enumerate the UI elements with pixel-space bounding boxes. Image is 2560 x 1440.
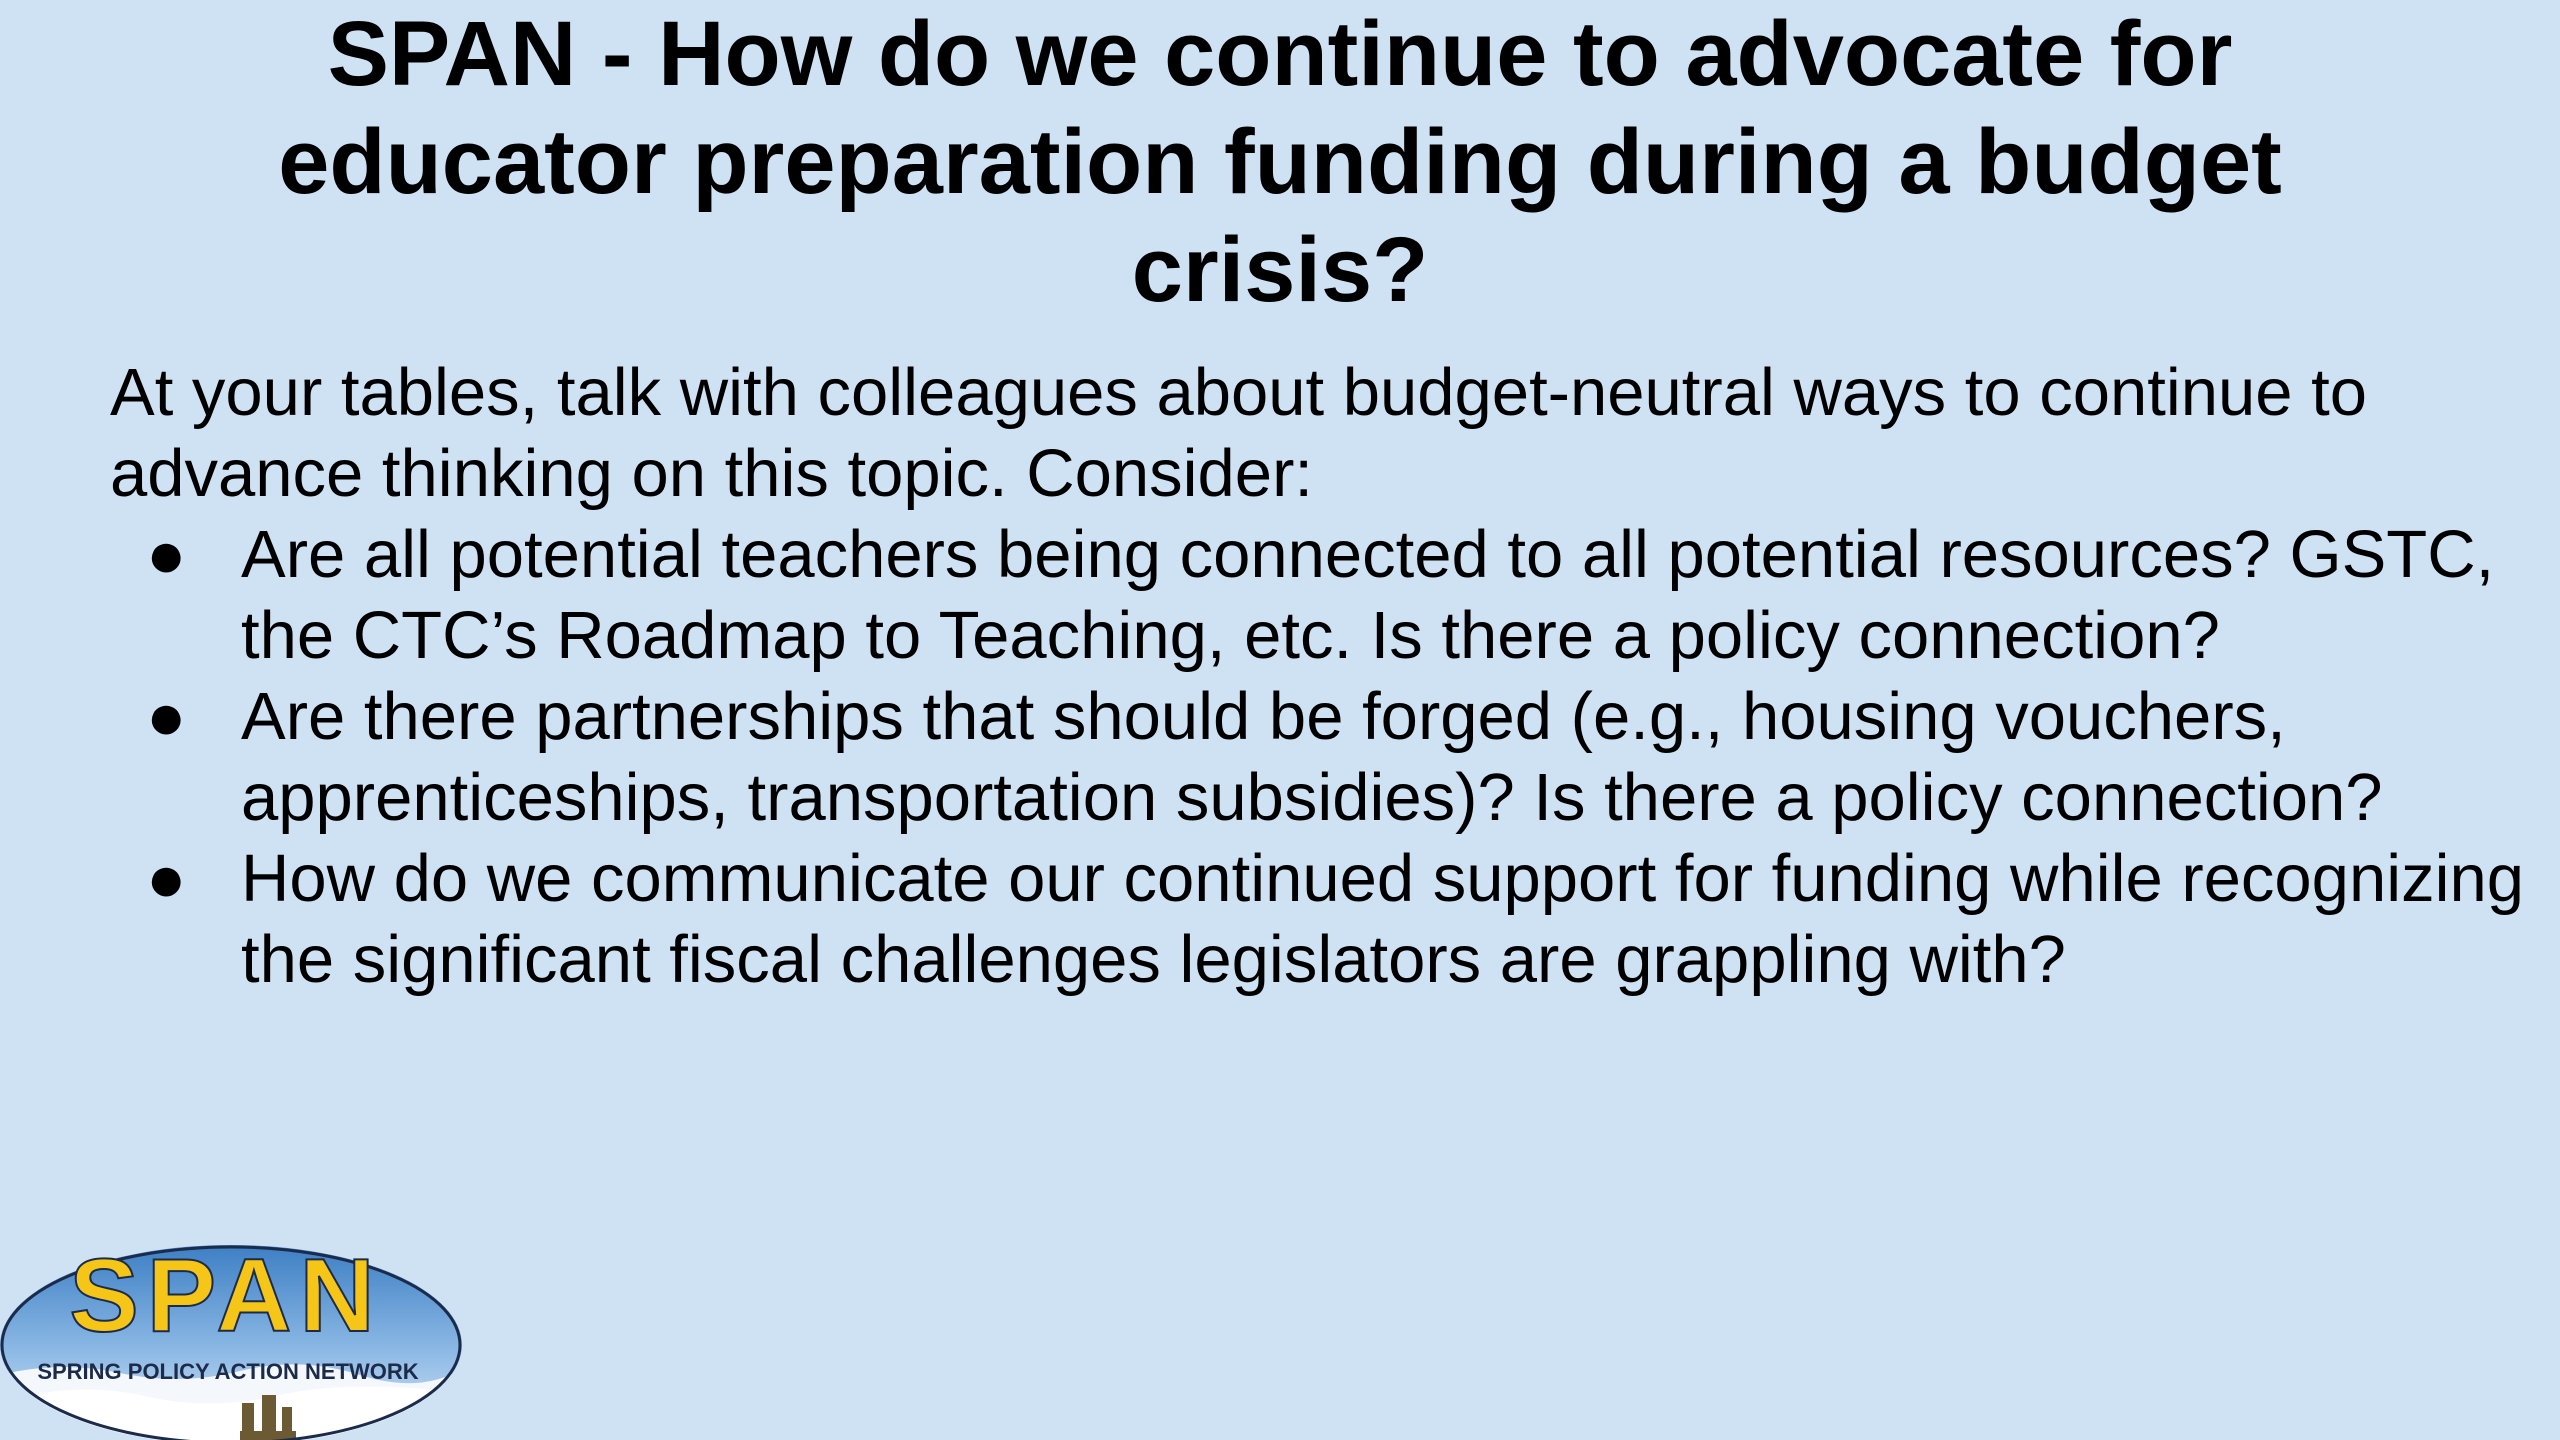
- intro-text: At your tables, talk with colleagues about budget-neutral ways to continue to advance thinking on this topic. Consider:: [110, 355, 2368, 511]
- bullet-item: [110, 514, 2541, 676]
- logo-tagline: SPRING POLICY ACTION NETWORK: [37, 1359, 419, 1384]
- bullet-text: Are there partnerships that should be forged (e.g., housing vouchers, apprenticeships, transportation subsidies)? Is there a policy connection?: [241, 679, 2383, 835]
- bullet-text: Are all potential teachers being connected to all potential resources? GSTC, the CTC’s Roadmap to Teaching, etc. Is there a policy connection?: [241, 517, 2495, 673]
- bullet-item: [110, 676, 2541, 838]
- slide-title: SPAN - How do we continue to advocate for educator preparation funding during a budget crisis?: [278, 3, 2282, 321]
- span-logo: [0, 1245, 462, 1440]
- logo-wordmark: SPAN: [69, 1245, 383, 1354]
- bullet-list: [110, 514, 2525, 1000]
- bullet-text: How do we communicate our continued support for funding while recognizing the significant fiscal challenges legislators are grappling with?: [241, 841, 2525, 997]
- slide-body: [110, 352, 2525, 1000]
- bullet-dot-icon: ●: [146, 679, 187, 754]
- bullet-item: [110, 838, 2541, 1000]
- bullet-dot-icon: ●: [146, 841, 187, 916]
- bullet-dot-icon: ●: [146, 517, 187, 592]
